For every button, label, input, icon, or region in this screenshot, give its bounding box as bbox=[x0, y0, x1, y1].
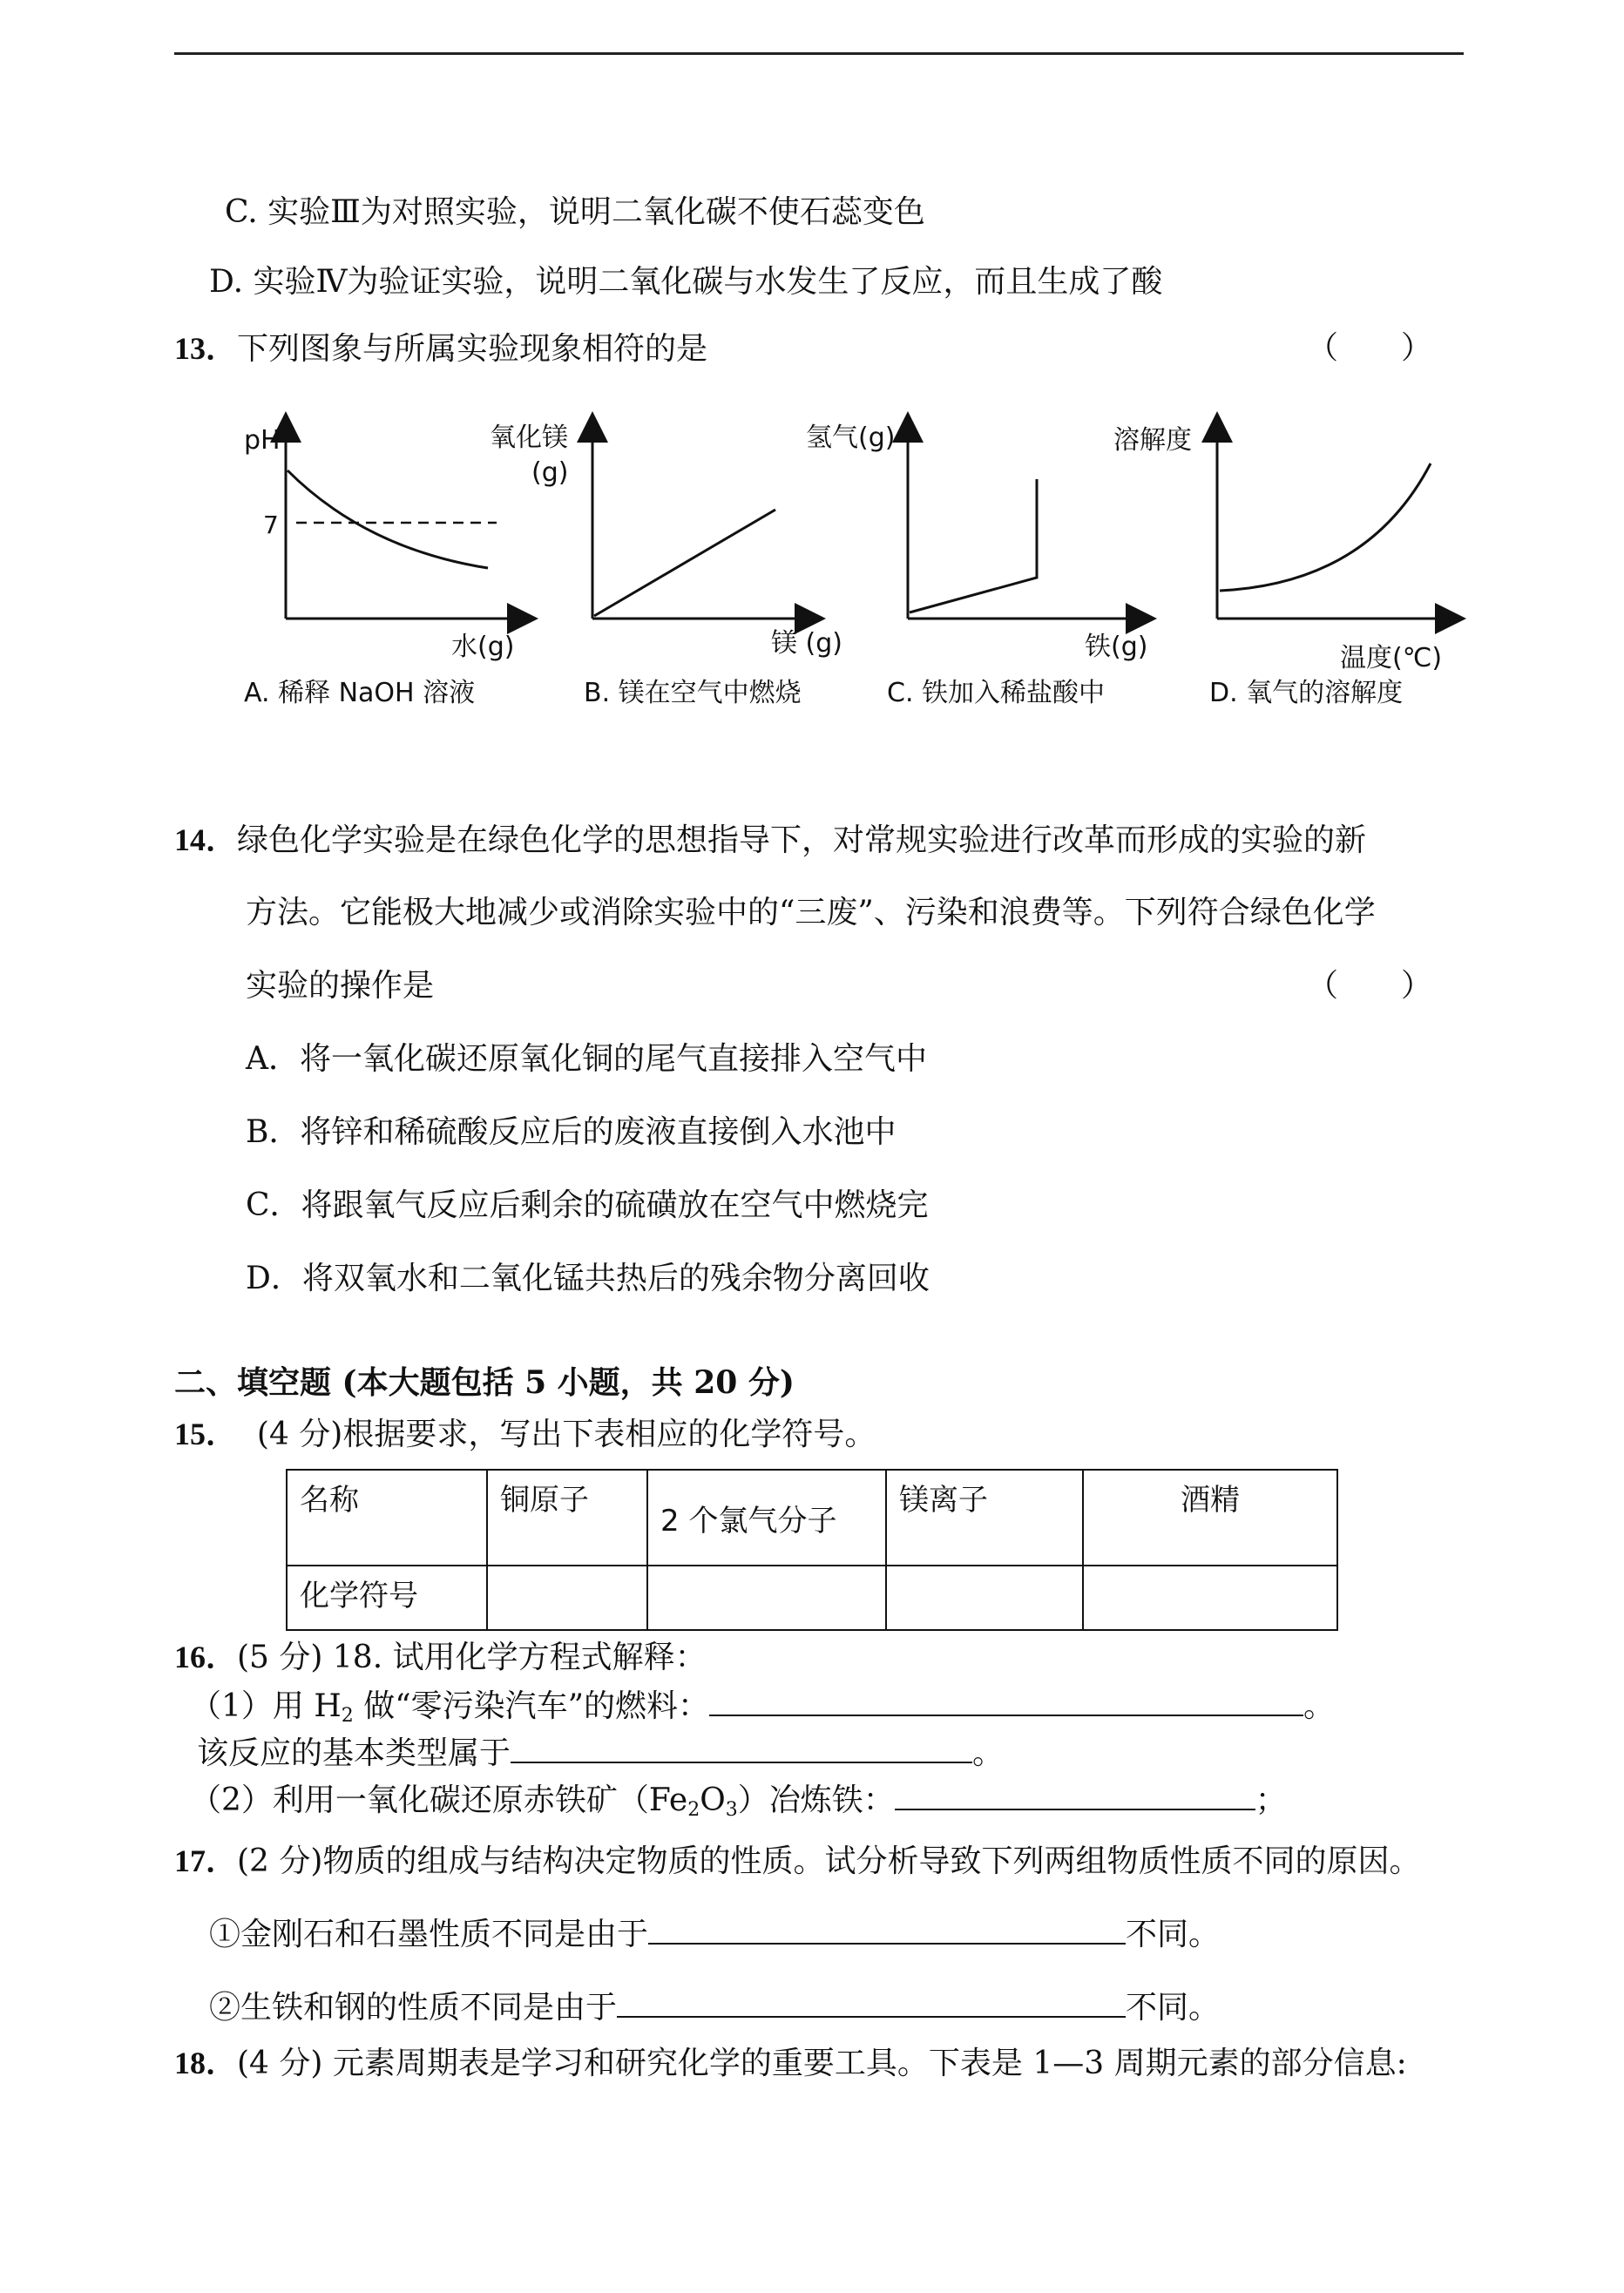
q18-text: (4 分) 元素周期表是学习和研究化学的重要工具。下表是 1—3 周期元素的部分信息: bbox=[237, 2046, 1407, 2081]
q14-option-a: A．将一氧化碳还原氧化铜的尾气直接排入空气中 bbox=[246, 1041, 927, 1077]
q14-line1 bbox=[174, 821, 1366, 860]
graph-c-caption: C. 铁加入稀盐酸中 bbox=[887, 678, 1106, 708]
q14-option-c: C．将跟氧气反应后剩余的硫磺放在空气中燃烧完 bbox=[246, 1187, 929, 1223]
q14-line3: 实验的操作是 bbox=[246, 968, 435, 1004]
q16-answer-blank-1[interactable] bbox=[709, 1685, 1303, 1716]
q14-option-d: D．将双氧水和二氧化锰共热后的残余物分离回收 bbox=[246, 1261, 930, 1296]
q17-item-2-text: ②生铁和钢的性质不同是由于 bbox=[209, 1990, 618, 2026]
q17-item-1-text: ①金刚石和石墨性质不同是由于 bbox=[209, 1917, 649, 1952]
q17-number: 17． bbox=[174, 1843, 238, 1878]
graph-a-caption: A. 稀释 NaOH 溶液 bbox=[244, 678, 476, 708]
graph-c-xlabel: 铁(g) bbox=[1085, 632, 1148, 662]
q15-number: 15． bbox=[174, 1417, 238, 1451]
table-row bbox=[287, 1566, 1337, 1630]
q16-part1-subscript: 2 bbox=[341, 1705, 354, 1727]
q13-answer-paren: （ ） bbox=[1307, 330, 1433, 366]
graph-d-ylabel: 溶解度 bbox=[1113, 425, 1192, 456]
q16-reaction-type bbox=[197, 1732, 1004, 1773]
q15-stem bbox=[174, 1415, 876, 1454]
table-row bbox=[287, 1470, 1337, 1566]
table-cell-header-name: 名称 bbox=[287, 1470, 487, 1566]
table-cell-answer-4[interactable] bbox=[1083, 1566, 1337, 1630]
q16-stem bbox=[174, 1638, 707, 1677]
q16-part1-text-a: （1）用 H bbox=[190, 1688, 342, 1724]
q14-text-1: 绿色化学实验是在绿色化学的思想指导下，对常规实验进行改革而形成的实验的新 bbox=[237, 822, 1367, 858]
q13-text: 下列图象与所属实验现象相符的是 bbox=[237, 331, 708, 367]
graph-d-xlabel: 温度(℃) bbox=[1340, 643, 1443, 673]
q16-part2-end: ； bbox=[1255, 1782, 1287, 1818]
q15-text: (4 分)根据要求，写出下表相应的化学符号。 bbox=[256, 1417, 876, 1452]
q14-number: 14． bbox=[174, 822, 238, 857]
q16-reaction-type-text: 该反应的基本类型属于 bbox=[197, 1735, 511, 1771]
graph-a-xlabel: 水(g) bbox=[451, 632, 515, 662]
graph-a bbox=[244, 425, 523, 708]
graph-a-ylabel: pH bbox=[244, 425, 281, 456]
table-cell-answer-2[interactable] bbox=[647, 1566, 886, 1630]
q13-graphs-svg bbox=[235, 409, 1490, 723]
table-cell-magnesium-ion: 镁离子 bbox=[886, 1470, 1083, 1566]
graph-b-ylabel-unit: (g) bbox=[531, 457, 569, 488]
q16-part2-text-c: ）冶炼铁： bbox=[737, 1782, 895, 1818]
q12-option-d: D. 实验Ⅳ为验证实验，说明二氧化碳与水发生了反应，而且生成了酸 bbox=[209, 264, 1163, 300]
header-rule bbox=[174, 52, 1464, 55]
graph-b-ylabel: 氧化镁 bbox=[490, 423, 568, 453]
q16-part2-text-b: O bbox=[700, 1782, 726, 1818]
graph-a-curve bbox=[288, 470, 488, 568]
q17-text: (2 分)物质的组成与结构决定物质的性质。试分析导致下列两组物质性质不同的原因。 bbox=[237, 1843, 1421, 1879]
q18-stem bbox=[174, 2044, 1407, 2083]
table-cell-alcohol: 酒精 bbox=[1083, 1470, 1337, 1566]
table-cell-chlorine-molecules: 2 个氯气分子 bbox=[647, 1470, 886, 1566]
q16-part2-text-a: （2）利用一氧化碳还原赤铁矿（Fe bbox=[190, 1782, 688, 1818]
graph-a-ytick: 7 bbox=[263, 511, 279, 539]
q16-part1-end: 。 bbox=[1303, 1688, 1336, 1724]
q16-part2-subscript-2: 3 bbox=[725, 1799, 738, 1821]
q17-answer-blank-2[interactable] bbox=[617, 1986, 1126, 2018]
graph-c bbox=[806, 423, 1147, 708]
table-cell-copper-atom: 铜原子 bbox=[487, 1470, 647, 1566]
graph-b-xlabel: 镁 (g) bbox=[771, 628, 842, 659]
graph-d-caption: D. 氧气的溶解度 bbox=[1209, 678, 1404, 708]
q16-text: (5 分) 18. 试用化学方程式解释： bbox=[237, 1640, 707, 1675]
q12-option-c: C. 实验Ⅲ为对照实验，说明二氧化碳不使石蕊变色 bbox=[225, 194, 925, 230]
q14-answer-paren: （ ） bbox=[1307, 968, 1433, 1004]
q16-part2 bbox=[190, 1779, 1287, 1820]
q16-reaction-type-end: 。 bbox=[972, 1735, 1005, 1771]
q13-stem bbox=[174, 329, 707, 369]
q17-item-1 bbox=[209, 1913, 1220, 1954]
q16-answer-blank-3[interactable] bbox=[895, 1779, 1255, 1810]
q15-symbol-table bbox=[286, 1469, 1338, 1631]
q17-answer-blank-1[interactable] bbox=[648, 1913, 1126, 1945]
q16-number: 16． bbox=[174, 1640, 238, 1674]
q14-option-b: B．将锌和稀硫酸反应后的废液直接倒入水池中 bbox=[246, 1114, 897, 1150]
q18-number: 18． bbox=[174, 2046, 238, 2080]
q16-part2-subscript-1: 2 bbox=[687, 1799, 700, 1821]
q17-stem bbox=[174, 1842, 1420, 1881]
q14-line2: 方法。它能极大地减少或消除实验中的“三废”、污染和浪费等。下列符合绿色化学 bbox=[246, 895, 1376, 930]
graph-b bbox=[490, 423, 842, 708]
table-cell-answer-1[interactable] bbox=[487, 1566, 647, 1630]
section-2-heading: 二、填空题 (本大题包括 5 小题，共 20 分) bbox=[174, 1364, 795, 1401]
table-cell-answer-3[interactable] bbox=[886, 1566, 1083, 1630]
graph-b-caption: B. 镁在空气中燃烧 bbox=[584, 678, 802, 708]
q17-item-2 bbox=[209, 1986, 1220, 2027]
graph-d-curve bbox=[1220, 463, 1431, 591]
graph-b-line bbox=[594, 510, 775, 616]
graph-c-line bbox=[910, 479, 1037, 612]
table-cell-header-symbol: 化学符号 bbox=[287, 1566, 487, 1630]
graph-d bbox=[1113, 425, 1451, 708]
q13-number: 13． bbox=[174, 331, 238, 366]
q17-item-1-end: 不同。 bbox=[1126, 1917, 1221, 1952]
q13-graphs bbox=[235, 409, 1490, 723]
q16-part1 bbox=[190, 1685, 1335, 1726]
graph-c-ylabel: 氢气(g) bbox=[806, 423, 896, 453]
q16-answer-blank-2[interactable] bbox=[511, 1732, 972, 1763]
q17-item-2-end: 不同。 bbox=[1126, 1990, 1221, 2026]
q16-part1-text-b: 做“零污染汽车”的燃料： bbox=[353, 1688, 710, 1724]
